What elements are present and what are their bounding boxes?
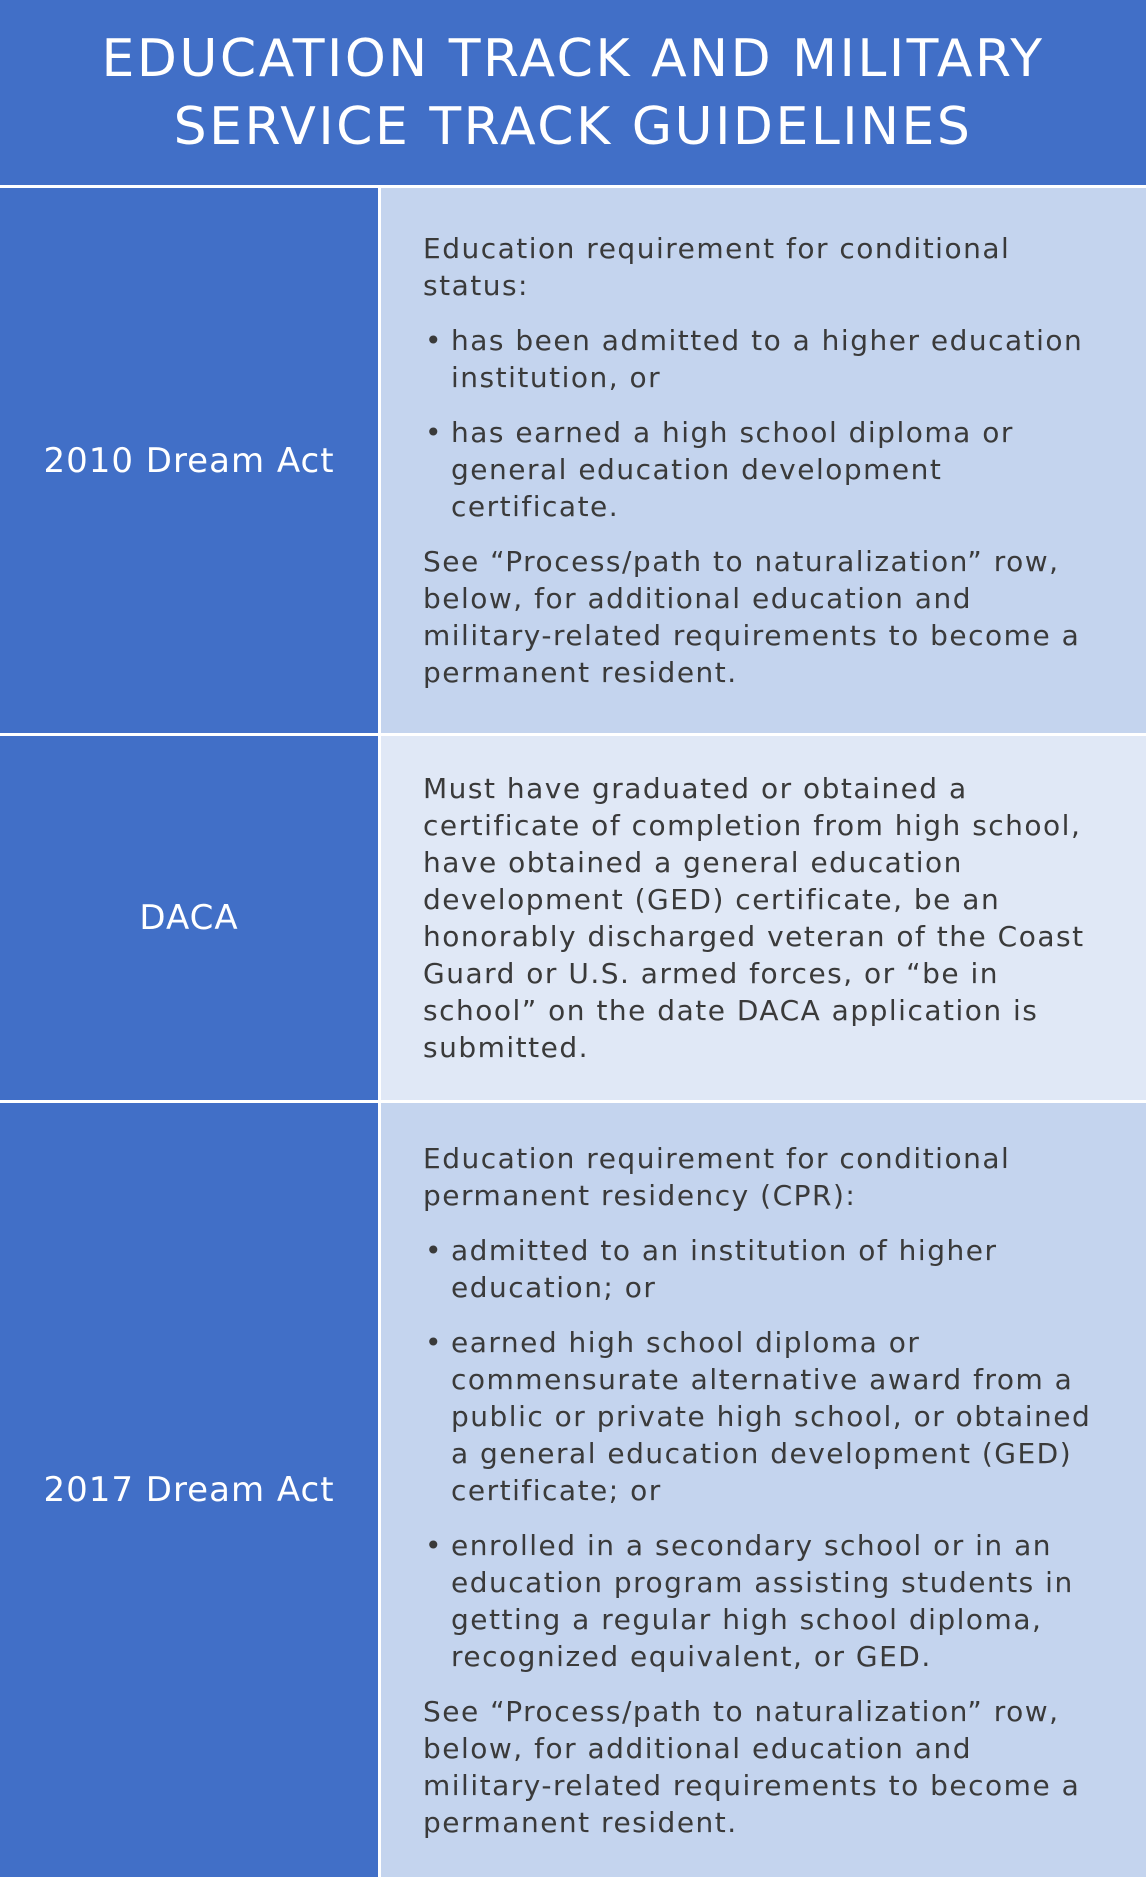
table-row-2017-dream-act [0,1103,1146,1877]
row-label-2017-dream-act: 2017 Dream Act [0,1103,378,1877]
row-content-2010-dream-act [381,188,1146,733]
row-content-daca [381,736,1146,1100]
table-header [0,0,1146,185]
requirement-list [423,1232,1110,1675]
list-item: • has earned a high school diploma or general education development certificate. [423,414,1110,525]
requirement-intro: Must have graduated or obtained a certificate of completion from high school, have obtained a general education development (GED) certificate, be an honorably discharged veteran of the Coast Guard or U.S. armed forces, or “be in school” on the date DACA application is submitted. [423,772,1085,1064]
requirement-note: See “Process/path to naturalization” row, below, for additional education and military-related requirements to become a permanent resident. [423,1694,1081,1839]
list-item: • admitted to an institution of higher education; or [423,1232,1110,1306]
requirement-intro: Education requirement for conditional status: [423,232,1011,302]
requirement-note: See “Process/path to naturalization” row, below, for additional education and military-related requirements to become a permanent resident. [423,545,1081,689]
row-content-2017-dream-act [381,1103,1146,1877]
table-row-2010-dream-act [0,188,1146,733]
table-row-daca [0,736,1146,1100]
list-item: • earned high school diploma or commensurate alternative award from a public or private high school, or obtained a general education development (GED) certificate; or [423,1324,1110,1509]
list-item: • has been admitted to a higher education institution, or [423,322,1110,396]
row-label-daca: DACA [0,736,378,1100]
table-title: EDUCATION TRACK AND MILITARY SERVICE TRACK GUIDELINES [101,28,1045,157]
requirement-list [423,322,1110,525]
requirement-intro: Education requirement for conditional permanent residency (CPR): [423,1141,1011,1212]
row-label-2010-dream-act: 2010 Dream Act [0,188,378,733]
list-item: • enrolled in a secondary school or in an education program assisting students in getting a regular high school diploma, recognized equivalent, or GED. [423,1527,1110,1675]
